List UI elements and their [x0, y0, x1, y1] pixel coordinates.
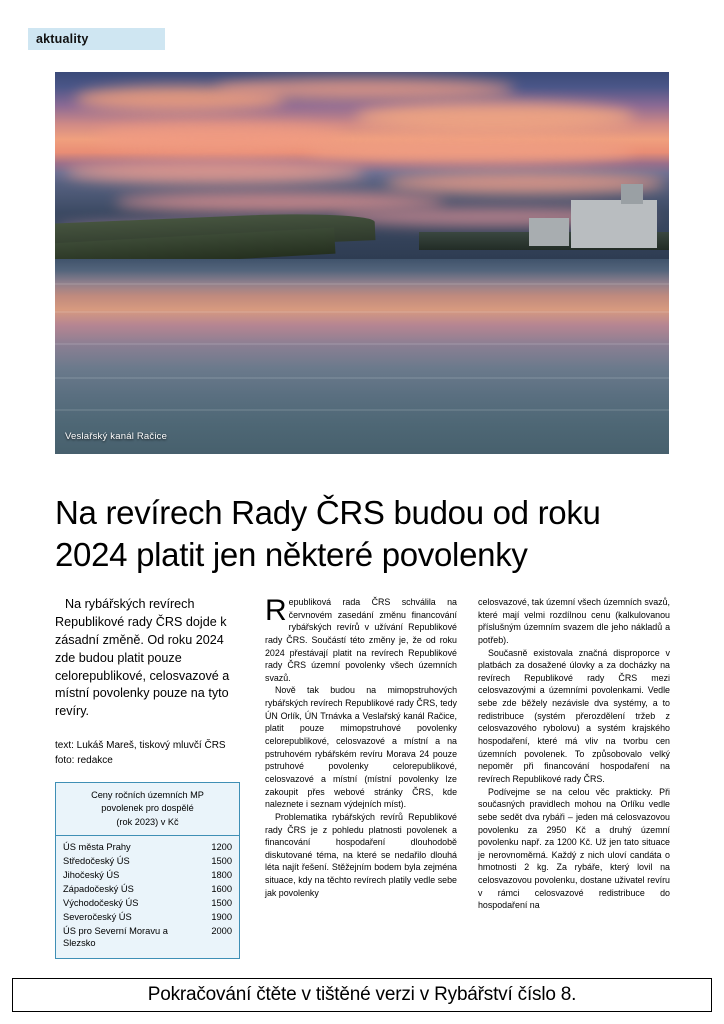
section-tab-label: aktuality: [36, 32, 89, 46]
price-row-value: 1800: [211, 869, 232, 880]
photo-tower: [621, 184, 643, 204]
price-row-value: 1500: [211, 897, 232, 908]
photo-caption: Veslařský kanál Račice: [65, 431, 168, 442]
cloud-shape: [65, 160, 365, 184]
column-two: [265, 596, 457, 899]
price-table-title-line2: povolenek pro dospělé: [101, 803, 194, 814]
price-table-header: [56, 783, 239, 836]
hero-photo: [55, 72, 669, 454]
price-table-title-line3: (rok 2023) v Kč: [116, 816, 179, 827]
body-paragraph: Podívejme se na celou věc prakticky. Při současných pravidlech mohou na Orlíku vedle sebe sedět dva rybáři – jeden má celosvazovou povolenku za 2950 Kč a druhý územní povolenku např. za 1200 Kč. Už jen tato situace je nerovnoměrná. Každý z nich uloví candáta o hmotnosti 2 kg. Za rybáře, který lovil na celosvazovou povolenku, dostane uživatel revíru v rámci celosvazové redistribuce do hospodaření na: [478, 786, 670, 911]
byline-photo: foto: redakce: [55, 754, 113, 766]
photo-water: [55, 259, 669, 454]
byline-text: text: Lukáš Mareš, tiskový mluvčí ČRS: [55, 740, 226, 752]
price-row-label: Jihočeský ÚS: [63, 869, 120, 880]
price-table-title-line1: Ceny ročních územních MP: [91, 790, 204, 800]
table-row: [63, 911, 232, 925]
column-one: [55, 596, 240, 768]
body-paragraph: celosvazové, tak územní všech územních svazů, které mají velmi rozdílnou cenu (kalkulovanou příslušným územním svazem dle jeho nákladů a potřeb).: [478, 597, 670, 645]
price-row-value: 1900: [211, 911, 232, 922]
body-paragraph: Republiková rada ČRS schválila na červnovém zasedání změnu financování rybářských revírů v užívání Republikové rady ČRS. Součástí této změny je, že od roku 2024 přestávají platit na revírech Republikové rady ČRS územní povolenky všech územních svazů.: [265, 594, 457, 683]
price-table-body: [56, 836, 239, 958]
column-three: [478, 596, 670, 912]
price-row-label: Severočeský ÚS: [63, 911, 132, 922]
continuation-notice-text: Pokračování čtěte v tištěné verzi v Rybářství číslo 8.: [147, 984, 577, 1005]
cloud-shape: [355, 102, 635, 132]
body-paragraph: Současně existovala značná disproporce v platbách za dosažené úlovky a za docházky na revírech Republikové rady ČRS mezi celosvazovými a územními povolenkami. Vedle sebe zde běžely nezávisle dva systémy, a to redistribuce (systém přerozdělení tržeb z celosvazového rybolovu) a systém krajského hospodaření, které má vliv na tvorbu cen územních povolenek. To způsobovalo velký nepoměr při financování hospodaření na revírech Republikové rady ČRS.: [478, 647, 670, 784]
body-paragraph: Problematika rybářských revírů Republikové rady ČRS je z pohledu platnosti povolenek a financování hospodaření dlouhodobě diskutované téma, na které se nedařilo dlouhá léta najít řešení. Stěžejním bodem byla zejména situace, kdy na těchto revírech platily vedle sebe jak povolenky: [265, 811, 457, 898]
table-row: [63, 883, 232, 897]
section-tab: [28, 28, 165, 50]
table-row: [63, 855, 232, 869]
price-row-label: ÚS města Prahy: [63, 842, 131, 853]
price-table: [55, 782, 240, 959]
page-title: Na revírech Rady ČRS budou od roku 2024 platit jen některé povolenky: [55, 494, 601, 574]
price-row-label: ÚS pro Severní Moravu a Slezsko: [63, 925, 168, 949]
price-row-label: Středočeský ÚS: [63, 855, 130, 866]
table-row: [63, 897, 232, 911]
price-row-value: 2000: [211, 925, 232, 936]
price-row-value: 1500: [211, 855, 232, 866]
price-row-label: Východočeský ÚS: [63, 897, 139, 908]
table-row: [63, 869, 232, 883]
price-row-value: 1600: [211, 883, 232, 894]
photo-building: [529, 218, 569, 246]
lead-paragraph: Na rybářských revírech Republikové rady ČRS dojde k zásadní změně. Od roku 2024 zde budou platit pouze celorepublikové, celosvazové a místní povolenky pouze na tyto revíry.: [55, 597, 230, 719]
body-paragraph: Nově tak budou na mimopstruhových rybářských revírech Republikové rady ČRS, tedy ÚN Orlík, ÚN Trnávka a Veslařský kanál Račice, platit pouze mimopstruhové povolenky celorepublikové, celosvazové a místní a na pstruhovém rybářském revíru Morava 24 pouze pstruhové povolenky celorepublikové, celosvazové a místní (místní povolenky lze zakoupit přes webové stránky ČRS, kde naleznete i seznam výdejních míst).: [265, 685, 457, 810]
continuation-notice: [12, 978, 712, 1012]
photo-building: [571, 200, 657, 248]
cloud-shape: [215, 78, 515, 100]
table-row: [63, 841, 232, 855]
price-row-label: Západočeský ÚS: [63, 883, 134, 894]
byline: [55, 739, 240, 768]
price-row-value: 1200: [211, 842, 232, 853]
table-row: [63, 925, 232, 950]
cloud-shape: [305, 138, 635, 164]
